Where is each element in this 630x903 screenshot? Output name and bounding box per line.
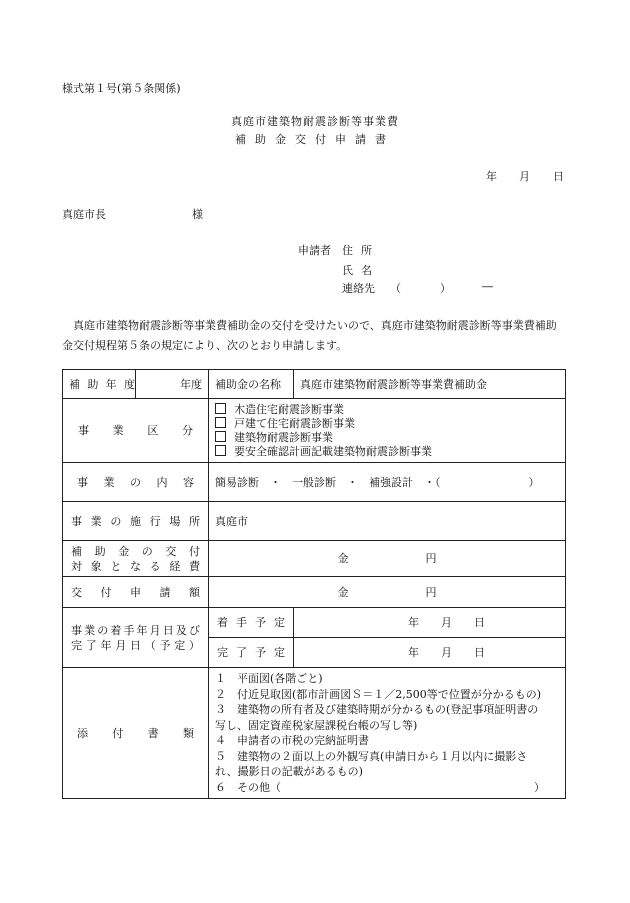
attachments-label: 添付書類: [63, 668, 209, 799]
fiscal-year-unit: 年度: [180, 377, 202, 391]
category-option[interactable]: 戸建て住宅耐震診断事業: [215, 417, 559, 431]
attachment-item: １ 平面図(各階ごと): [215, 672, 323, 685]
subsidy-name-label: 補助金の名称: [209, 370, 294, 399]
attachment-item: ６ その他（ ）: [215, 780, 545, 794]
finish-label: 完了予定: [209, 638, 294, 668]
start-label: 着手予定: [209, 608, 294, 638]
location-value: 真庭市: [209, 502, 566, 541]
table-row: [63, 502, 566, 541]
date-month-label: 月: [519, 170, 530, 183]
request-label: 交付申請額: [63, 577, 209, 608]
cost-label: 補助金の交付 対象となる経費: [63, 541, 209, 577]
date-year-label: 年: [486, 170, 497, 183]
category-option[interactable]: 建築物耐震診断事業: [215, 431, 559, 445]
attachments-list: [209, 668, 566, 799]
applicant-contact-label: 連絡先: [342, 282, 375, 295]
table-row: [63, 370, 566, 399]
attachment-item: ４ 申請者の市税の完納証明書: [215, 734, 369, 747]
attachment-item: ３ 建築物の所有者及び建築時期が分かるもの(登記事項証明書の: [215, 703, 539, 716]
table-row: [63, 668, 566, 799]
finish-date: 年 月 日: [294, 638, 566, 668]
table-row: [63, 399, 566, 463]
checkbox-icon[interactable]: [215, 431, 226, 442]
applicant-name-label: 氏名: [342, 264, 380, 277]
attachment-item-continuation: れ、撮影日の記載があるもの): [215, 765, 363, 778]
intro-paragraph: 真庭市建築物耐震診断等事業費補助金の交付を受けたいので、真庭市建築物耐震診断等事業費補助金交付規程第５条の規定により、次のとおり申請します。: [62, 319, 557, 352]
category-label: 事業区分: [63, 399, 209, 463]
checkbox-icon[interactable]: [215, 417, 226, 428]
fiscal-year-cell: [63, 370, 209, 399]
schedule-label: 事業の着手年月日及び 完了年月日（予定）: [63, 608, 209, 668]
category-options: [209, 399, 566, 463]
category-option[interactable]: 要安全確認計画記載建築物耐震診断事業: [215, 445, 559, 459]
attachment-item-continuation: 写し、固定資産税家屋課税台帳の写し等): [215, 718, 418, 732]
contact-dash: ―: [482, 280, 493, 293]
fiscal-year-label: 補助年度: [69, 377, 135, 391]
content-label: 事業の内容: [63, 463, 209, 502]
applicant-address-label: 住所: [342, 244, 380, 257]
request-value: 金 円: [209, 577, 566, 608]
start-date: 年 月 日: [294, 608, 566, 638]
application-table: [62, 369, 566, 799]
checkbox-icon[interactable]: [215, 403, 226, 414]
content-options: 簡易診断 ・ 一般診断 ・ 補強設計 ・（ ）: [209, 463, 566, 502]
table-row: [63, 541, 566, 577]
table-row: [63, 463, 566, 502]
attachment-item: ２ 付近見取図(都市計画図Ｓ＝１／2,500等で位置が分かるもの): [215, 687, 542, 701]
form-title-line1: 真庭市建築物耐震診断等事業費: [231, 115, 399, 128]
contact-close-paren: ）: [440, 282, 451, 295]
contact-open-paren: （: [390, 282, 401, 295]
addressee-name: 真庭市長: [62, 208, 106, 221]
attachment-item: ５ 建築物の２面以上の外観写真(申請日から１月以内に撮影さ: [215, 749, 528, 763]
subsidy-name-value: 真庭市建築物耐震診断等事業費補助金: [294, 370, 566, 399]
category-option[interactable]: 木造住宅耐震診断事業: [215, 403, 559, 417]
form-number: 様式第１号(第５条関係): [62, 82, 181, 95]
cost-value: 金 円: [209, 541, 566, 577]
addressee-honorific: 様: [192, 208, 203, 221]
table-row: [63, 577, 566, 608]
applicant-label: 申請者: [298, 244, 331, 257]
checkbox-icon[interactable]: [215, 445, 226, 456]
date-day-label: 日: [553, 170, 564, 183]
form-title-line2: 補助金交付申請書: [235, 133, 395, 146]
location-label: 事業の施行場所: [63, 502, 209, 541]
table-row: [63, 608, 566, 638]
